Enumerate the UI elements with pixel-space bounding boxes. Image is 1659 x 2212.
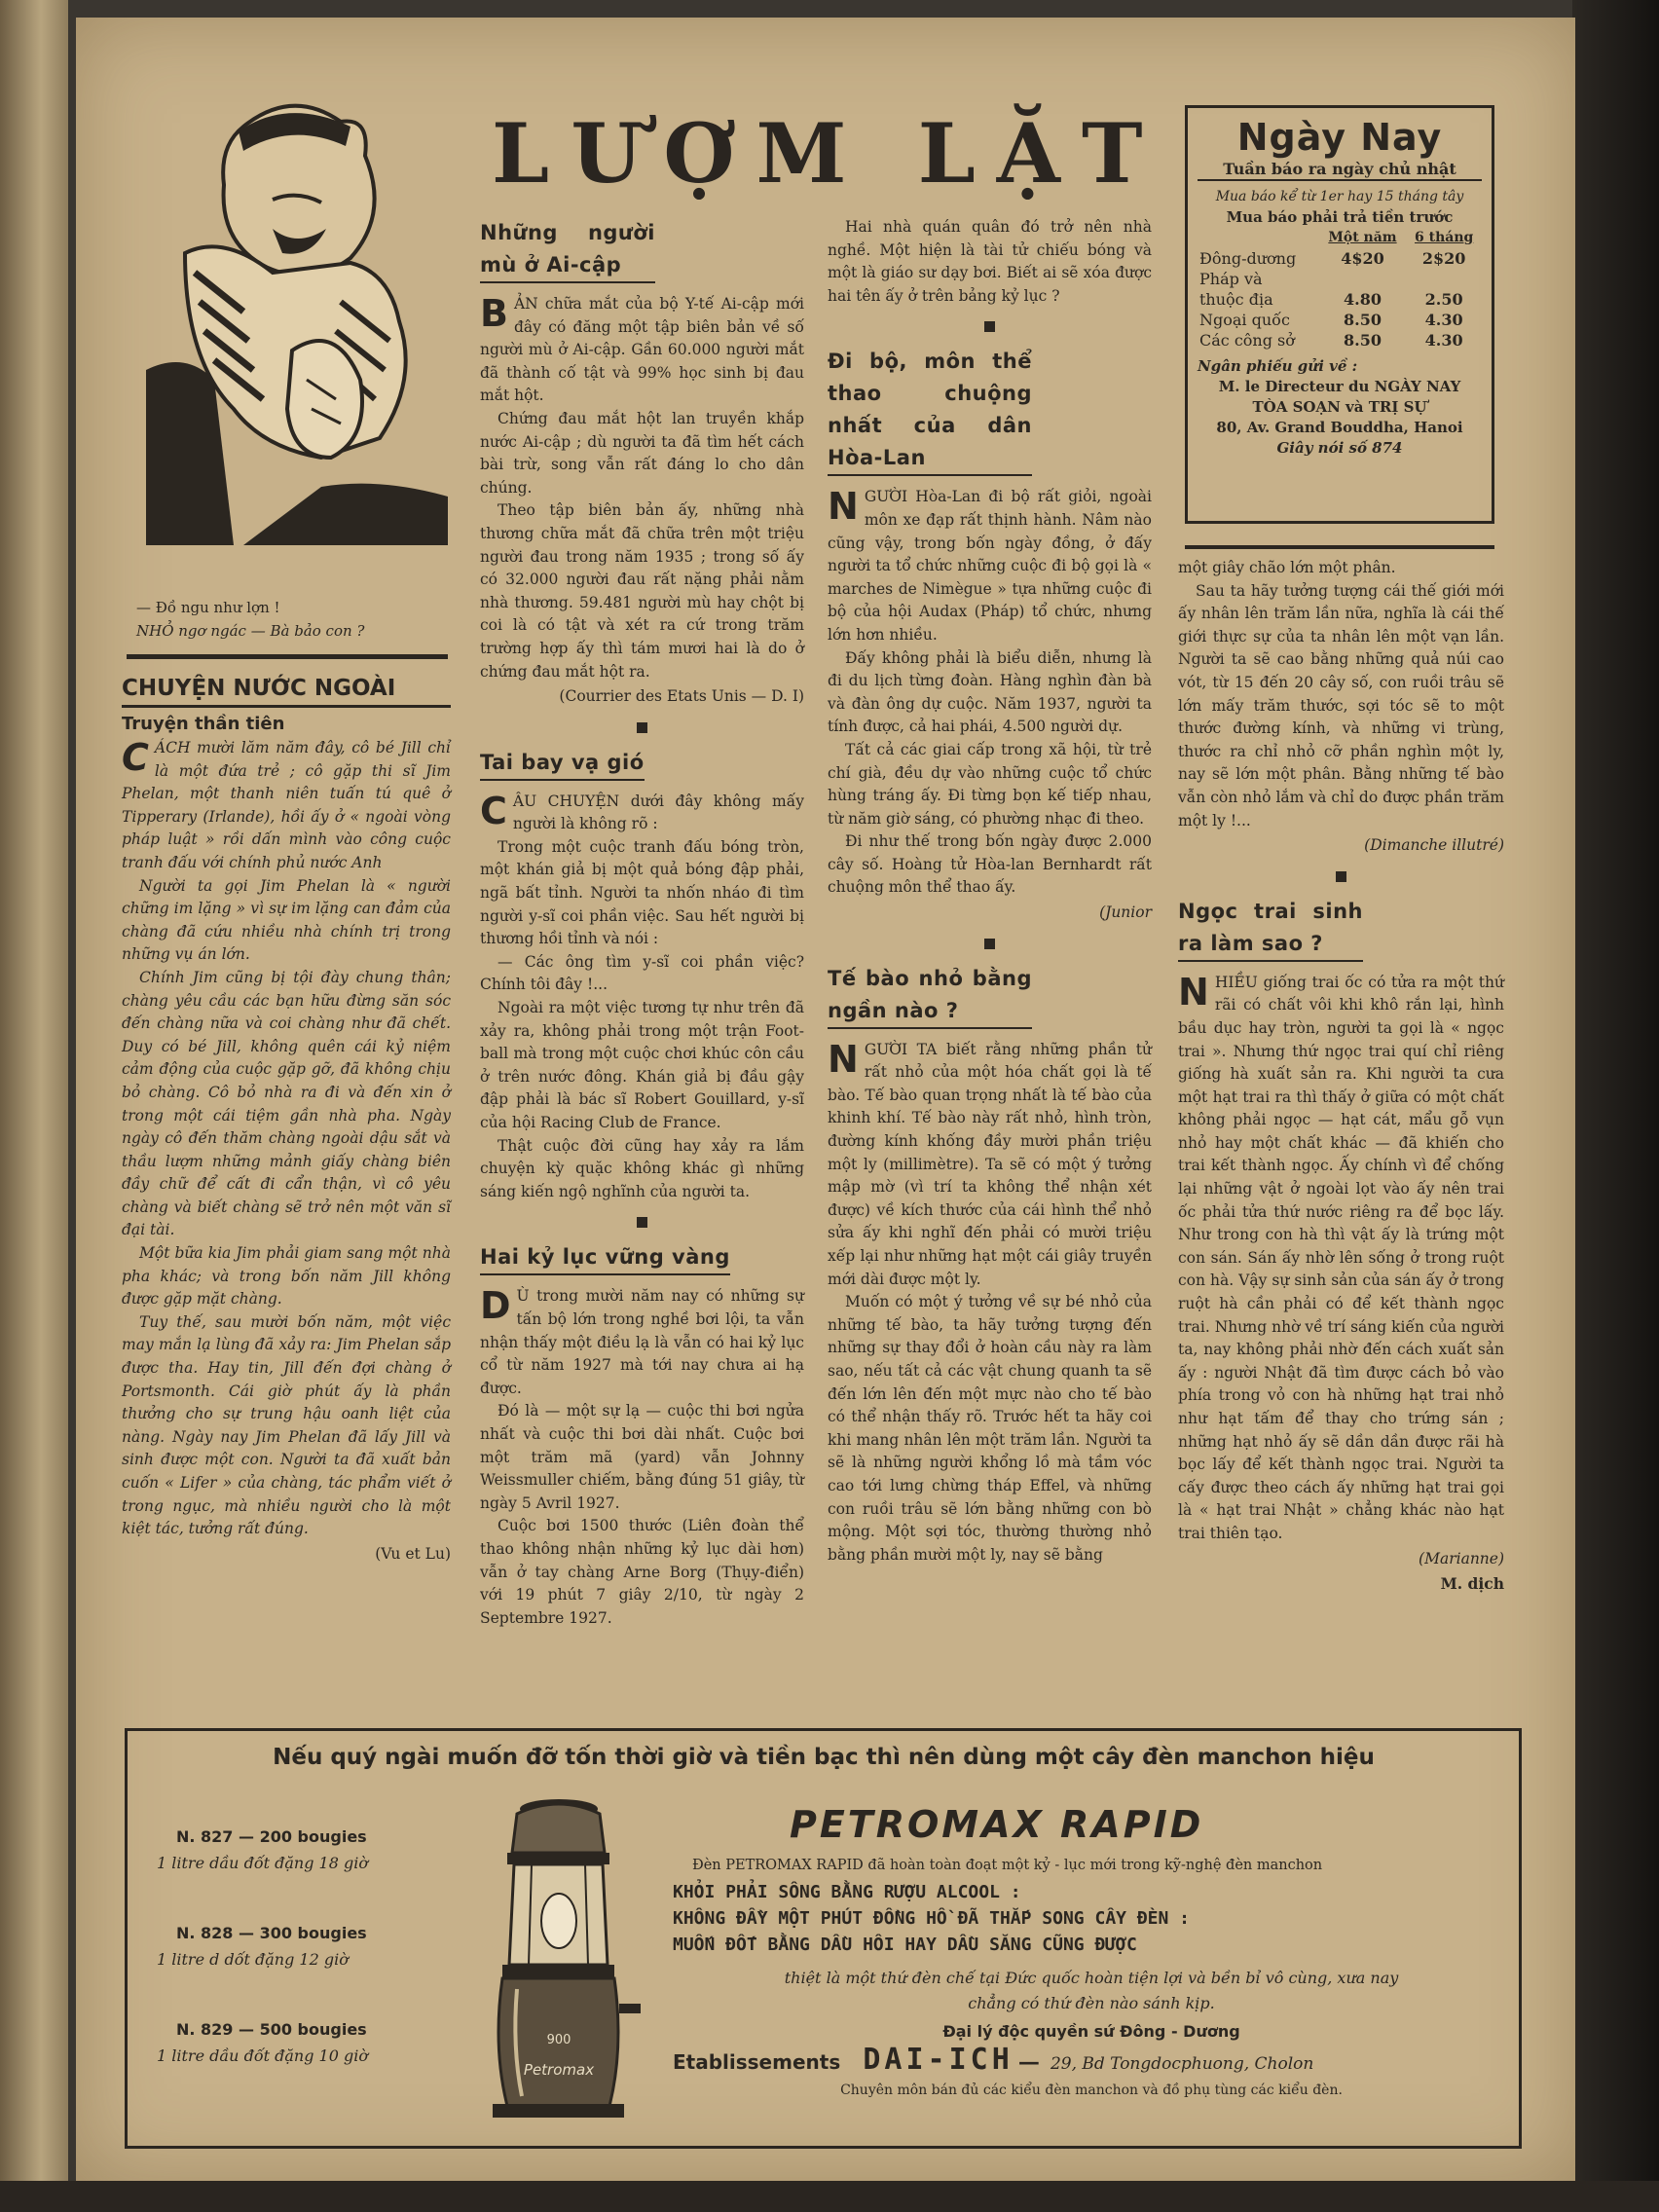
ad-dash: — <box>1017 2049 1040 2075</box>
book-spine <box>0 0 68 2212</box>
petromax-advertisement <box>125 1728 1522 2149</box>
model-desc: 1 litre dầu đốt đặng 18 giờ <box>157 1854 368 1872</box>
box-phone: Giây nói số 874 <box>1276 439 1403 457</box>
article-source: (Junior <box>1099 903 1152 922</box>
article-paragraph: ÁCH mười lăm năm đây, cô bé Jill chỉ là một đứa trẻ ; cô gặp thi sĩ Jim Phelan, một thanh niên tuấn tú quê ở Tipperary (Irlande), hồi ấy ở « ngoài vòng pháp luật » rồi dấn mình vào công cuộc tranh đấu với chính phủ nước Anh <box>122 739 451 871</box>
section-heading: CHUYỆN NƯỚC NGOÀI <box>122 672 451 708</box>
dropcap: B <box>480 292 508 335</box>
dropcap: C <box>480 789 507 832</box>
article-paragraph: Đấy không phải là biểu diễn, nhưng là đi du lịch từng đoàn. Hàng nghìn đàn bà và đàn ông dự cuộc. Năm 1937, người ta tính được, cả hai phái, 4.500 người dự. <box>828 648 1152 736</box>
ad-etab: Etablissements <box>673 2050 841 2074</box>
cartoon-illustration <box>127 88 458 555</box>
subscription-box <box>1185 105 1494 524</box>
article-paragraph: Ù trong mười năm nay có những sự tấn bộ lớn trong nghề bơi lội, ta vẫn nhận thấy một điều lạ là vẫn có hai kỷ lục cổ từ năm 1927 mà tới nay chưa ai hạ được. <box>480 1287 804 1397</box>
divider <box>1185 545 1494 549</box>
article-paragraph: ÂU CHUYỆN dưới đây không mấy người là không rõ : <box>512 792 804 833</box>
article-paragraph: GƯỜI TA biết rằng những phần tử rất nhỏ của một hóa chất gọi là tế bào. Tế bào quan trọng nhất là tế bào của khinh khí. Tế bào này rất nhỏ, hình tròn, đường kính khống đầy mười phần triệu một ly (millimètre). Ta sẽ có một ý tưởng mập mờ (vì trí ta không thể nhận xét được) về kích thước của cái hình thể nhỏ sửa ấy khi nghĩ đến phải có mười triệu xếp lại như những hạt một cái giây truyền mới dài được một ly. <box>828 1040 1152 1288</box>
ad-text: Đèn PETROMAX RAPID đã hoàn toàn đoạt một kỷ - lục mới trong kỹ-nghệ đèn manchon <box>692 1858 1323 1873</box>
dropcap: N <box>1178 970 1209 1014</box>
article-paragraph: Một bữa kia Jim phải giam sang một nhà pha khác; và trong bốn năm Jill không được gặp mặt chàng. <box>122 1244 451 1309</box>
dropcap: N <box>828 1037 859 1081</box>
dropcap: D <box>480 1284 511 1328</box>
separator-square <box>637 1217 647 1228</box>
ad-headline: Nếu quý ngài muốn đỡ tốn thời giờ và tiền bạc thì nên dùng một cây đèn manchon hiệu <box>273 1745 1375 1770</box>
article-heading: Ngọc trai sinh ra làm sao ? <box>1178 896 1363 962</box>
article-paragraph: Sau ta hãy tưởng tượng cái thế giới mới ấy nhân lên trăm lần nữa, nghĩa là cái thế giới thực sự của ta nhân lên một vạn lần. Người ta sẽ cao bằng những quả núi cao vót, từ 15 đến 20 cây số, con ruồi trâu sẽ lớn mấy trăm thước, sợi tóc sẽ to một thước đường kính, và những vi trùng, thước ra chỉ nhỏ cỡ phần nghìn một ly, nay sẽ lớn một phân. Bằng những tế bào vẫn còn nhỏ lắm và chỉ do được phần trăm một ly !... <box>1178 581 1504 830</box>
article-heading: Hai kỷ lục vững vàng <box>480 1241 730 1275</box>
article-paragraph: Thật cuộc đời cũng hay xảy ra lắm chuyện kỳ quặc không khác gì những sáng kiến ngộ nghĩnh của người ta. <box>480 1136 804 1200</box>
box-address: 80, Av. Grand Bouddha, Hanoi <box>1216 419 1463 436</box>
article-paragraph: Muốn có một ý tưởng về sự bé nhỏ của những tế bào, ta hãy tưởng tượng đến những sự thay đổi ở hoàn cầu này ra làm sao, nếu tất cả các vật chung quanh ta sẽ đến lớn lên đến một mực nào cho tế bào có thể nhận thấy rõ. Trước hết ta hãy coi khi mang nhân lên một trăm lần. Người ta sẽ là những người khổng lồ mà tầm vóc cao tới lưng chừng tháp Effel, và những con ruồi trâu sẽ lớn bằng những con bò mộng. Một sợi tóc, thường thường nhỏ bằng phần mười một ly, nay sẽ bằng <box>828 1293 1152 1564</box>
ad-caps-line: MUỐN ĐỐT BẰNG DẦU HÔI HAY DẦU SĂNG CŨNG ĐƯỢC <box>673 1935 1137 1955</box>
cartoon-caption-line1: — Đồ ngu như lợn ! <box>136 599 280 616</box>
article-paragraph: ẢN chữa mắt của bộ Y-tế Ai-cập mới đây có đăng một tập biên bản về số người mù ở Ai-cập. Gần 60.000 người mắt đã thành cố tật và 99% học sinh bị đau mắt hột. <box>480 295 804 405</box>
ad-firm: DAI-ICH <box>863 2043 1014 2077</box>
ad-caps-line: KHỎI PHẢI SÔNG BẰNG RƯỢU ALCOOL : <box>673 1882 1021 1902</box>
article-paragraph: Ngoài ra một việc tương tự như trên đã xảy ra, không phải trong một trận Foot-ball mà trong một cuộc chơi khúc côn cầu ở trên nước đông. Khán giả bị đầu gậy đập phải là bác sĩ Robert Gouillard, y-sĩ của hội Racing Club de France. <box>480 999 804 1131</box>
box-note: Mua báo phải trả tiền trước <box>1226 208 1454 226</box>
box-send-label: Ngân phiếu gửi về : <box>1198 357 1358 375</box>
ad-brand: PETROMAX RAPID <box>790 1803 1204 1846</box>
article-paragraph: Cuộc bơi 1500 thước (Liên đoàn thể thao không nhận những kỷ lục dài hơn) vẫn ở tay chàng Arne Borg (Thụy-điển) với 19 phút 7 giây 2/10, từ ngày 2 Septembre 1927. <box>480 1517 804 1627</box>
article-heading: Đi bộ, môn thể thao chuộng nhất của dân Hòa-Lan <box>828 346 1032 476</box>
separator-square <box>984 321 995 332</box>
separator-square <box>637 722 647 733</box>
box-address: M. le Directeur du NGÀY NAY <box>1218 378 1461 395</box>
article-paragraph: Đó là — một sự lạ — cuộc thi bơi ngửa nhất và cuộc thi bơi dài nhất. Cuộc bơi một trăm mã (yard) vẫn Johnny Weissmuller chiếm, bằng đúng 51 giây, từ ngày 5 Avril 1927. <box>480 1402 804 1512</box>
price-row: thuộc địa 4.80 2.50 <box>1199 290 1463 309</box>
box-subtitle: Tuần báo ra ngày chủ nhật <box>1198 159 1482 181</box>
article-paragraph: HIỀU giống trai ốc có tửa ra một thứ rãi có chất vôi khi khô rắn lại, hình bầu dục hay tròn, người ta gọi là « ngọc trai ». Nhưng thứ ngọc trai quí chỉ riêng giống hà xuất sản ra. Khi người ta cưa một hạt trai ra thì thấy ở giữa có một chất không phải ngọc — hạt cát, mẩu gỗ vụn nhỏ hay một chất khác — đã khiến cho trai kết thành ngọc. Ấy chính vì để chống lại những vật ở ngoài lọt vào ấy nên trai ốc phải tửa thứ nước riêng ra để bọc lấy. Như trong con hà thì vật ấy là trứng một con sán. Sán ấy nhờ lên sống ở trong ruột con hà. Vậy sự sinh sản của sán ấy ở trong ruột hà cần phải có để kết thành ngọc trai. Nhưng nhờ về trí sáng kiến của người ta, nay không phải nhờ đến cách xuất sản ấy : người Nhật đã tìm được cách bỏ vào phía trong vỏ con hà những hạt trai nhỏ như hạt tấm để thay cho trứng sán ; những hạt nhỏ ấy sẽ dần dần được rãi hà bọc lấy để kết thành ngọc trai. Người ta cấy được theo cách ấy những hạt trai gọi là « hạt trai Nhật » chẳng khác nào hạt trai thiên tạo. <box>1178 973 1504 1542</box>
article-heading: Tế bào nhỏ bằng ngần nào ? <box>828 963 1032 1029</box>
model-desc: 1 litre dầu đốt đặng 10 giờ <box>157 2046 368 2065</box>
article-source: (Vu et Lu) <box>375 1544 451 1563</box>
ad-footer: Chuyên môn bán đủ các kiểu đèn manchon và đồ phụ tùng các kiểu đèn. <box>840 2083 1343 2098</box>
article-source: (Courrier des Etats Unis — D. I) <box>559 687 804 706</box>
lamp-label-brand: Petromax <box>523 2061 595 2079</box>
article-paragraph: Tuy thế, sau mười bốn năm, một việc may mắn lạ lùng đã xảy ra: Jim Phelan sắp được tha. Hay tin, Jill đến đợi chàng ở Portsmonth. Cái giờ phút ấy là phần thưởng cho sự trung hậu oanh liệt của nàng. Ngày nay Jim Phelan đã lấy Jill và sinh được một con. Người ta đã xuất bản cuốn « Lifer » của chàng, tác phẩm viết ở trong ngục, mà nhiều người cho là một kiệt tác, tưởng rất đúng. <box>122 1312 451 1538</box>
article-source: (Dimanche illutré) <box>1364 836 1504 855</box>
dropcap: N <box>828 485 859 529</box>
model-desc: 1 litre d dốt đặng 12 giờ <box>157 1950 349 1969</box>
translator-credit: M. dịch <box>1440 1574 1504 1594</box>
cartoon-caption-line2: NHỎ ngơ ngác — Bà bảo con ? <box>136 622 365 640</box>
model-name: N. 829 — 500 bougies <box>176 2020 367 2039</box>
price-row: Đông-dương 4$20 2$20 <box>1199 249 1466 268</box>
bottom-edge <box>0 2181 1659 2212</box>
model-name: N. 827 — 200 bougies <box>176 1827 367 1846</box>
price-table <box>1198 228 1482 350</box>
article-paragraph: Hai nhà quán quân đó trở nên nhà nghề. Một hiện là tài tử chiếu bóng và một là giáo sư dạy bơi. Biết ai sẽ xóa được hai tên ấy ở trên bảng kỷ lục ? <box>828 218 1152 305</box>
ad-caps-line: KHÔNG ĐẦY MỘT PHÚT ĐỒNG HỒ ĐÃ THẮP SONG CÂY ĐÈN : <box>673 1908 1191 1929</box>
binding-edge <box>1572 0 1659 2212</box>
article-paragraph: Tất cả các giai cấp trong xã hội, từ trẻ chí già, đều dự vào những cuộc tổ chức hùng tráng ấy. Đi từng bọn kế tiếp nhau, từ năm giờ sáng, có phường nhạc đi theo. <box>828 740 1152 828</box>
article-heading: Những người mù ở Ai-cập <box>480 217 655 283</box>
box-title: Ngày Nay <box>1236 116 1443 159</box>
model-name: N. 828 — 300 bougies <box>176 1924 367 1942</box>
article-paragraph: Người ta gọi Jim Phelan là « người chững im lặng » vì sự im lặng can đảm của chàng đã cứu nhiều nhà chính trị trong những vụ án lớn. <box>122 876 451 964</box>
price-col-year: Một năm <box>1328 230 1397 245</box>
article-paragraph: Chứng đau mắt hột lan truyền khắp nước Ai-cập ; dù người ta đã tìm hết cách bài trừ, song vẫn rất đáng lo cho dân chúng. <box>480 409 804 497</box>
box-address: TÒA SOẠN và TRỊ SỰ <box>1252 398 1427 416</box>
petromax-lamp-illustration <box>473 1794 644 2120</box>
article-heading: Truyện thần tiên <box>122 714 285 734</box>
dropcap: C <box>122 736 149 779</box>
article-paragraph: Trong một cuộc tranh đấu bóng tròn, một khán giả bị một quả bóng đập phải, ngã bất tỉnh. Người ta nhốn nháo đi tìm người y-sĩ coi phần việc. Sau hết người bị thương hồi tỉnh và nói : <box>480 837 804 948</box>
ad-italic: thiệt là một thứ đèn chế tại Đức quốc hoàn tiện lợi và bền bỉ vô cùng, xưa nay <box>784 1969 1399 1987</box>
lamp-label-number: 900 <box>546 2033 571 2047</box>
separator-square <box>1336 871 1346 882</box>
separator-square <box>984 939 995 949</box>
article-paragraph: một giây chão lớn một phân. <box>1178 559 1396 576</box>
ad-agent: Đại lý độc quyền sứ Đông - Dương <box>942 2022 1240 2041</box>
divider <box>127 654 448 659</box>
article-paragraph: — Các ông tìm y-sĩ coi phần việc? Chính tôi đây !... <box>480 952 804 994</box>
article-heading: Tai bay vạ gió <box>480 747 645 781</box>
price-col-half: 6 tháng <box>1415 230 1474 245</box>
article-paragraph: Đi như thế trong bốn ngày được 2.000 cây số. Hoàng tử Hòa-lan Bernhardt rất chuộng môn thể thao ấy. <box>828 832 1152 897</box>
ad-italic: chẳng có thứ đèn nào sánh kịp. <box>968 1994 1215 2012</box>
ad-address: 29, Bd Tongdocphuong, Cholon <box>1050 2054 1314 2074</box>
masthead-title: LƯỢM LẶT <box>492 105 1164 202</box>
article-source: (Marianne) <box>1419 1549 1504 1567</box>
article-paragraph: GƯỜI Hòa-Lan đi bộ rất giỏi, ngoài môn xe đạp rất thịnh hành. Nâm nào cũng vậy, trong bốn ngày đồng, ở đấy người ta tổ chức những cuộc đi bộ gọi là « marches de Nimègue » tựa những cuộc đi bộ của hội Audax (Pháp) tổ chức, nhưng lớn hơn nhiều. <box>828 488 1152 644</box>
article-paragraph: Chính Jim cũng bị tội đày chung thân; chàng yêu cầu các bạn hữu đừng săn sóc đến chàng nữa và coi chàng như đã chết. Duy có bé Jill, không quên cái kỷ niệm cảm động của cuộc gặp gỡ, đã không chịu bỏ chàng. Cô bỏ nhà ra đi và đến xin ở trong một cái tiệm gần nhà pha. Ngày ngày cô đến thăm chàng ngoài dậu sắt và thầu lượm những mảnh giấy chàng biên đầy chữ để cất đi cẩn thận, vì cô yêu chàng và biết chàng sẽ trở nên một văn sĩ đại tài. <box>122 968 451 1239</box>
article-paragraph: Theo tập biên bản ấy, những nhà thương chữa mắt đã chữa trên một triệu người đau trong năm 1935 ; trong số ấy có 32.000 người đau rất nặng phải nằm nhà thương. 59.481 người mù hay chột bị coi là có tật và xét ra cứ trong trăm trường hợp ấy thì tám mươi hai là do ở chứng đau mắt hột ra. <box>480 501 804 681</box>
box-note: Mua báo kể từ 1er hay 15 tháng tây <box>1215 189 1464 204</box>
price-row: Các công sở 8.50 4.30 <box>1199 331 1463 350</box>
price-row: Pháp và <box>1199 270 1263 288</box>
price-row: Ngoại quốc 8.50 4.30 <box>1199 311 1463 329</box>
